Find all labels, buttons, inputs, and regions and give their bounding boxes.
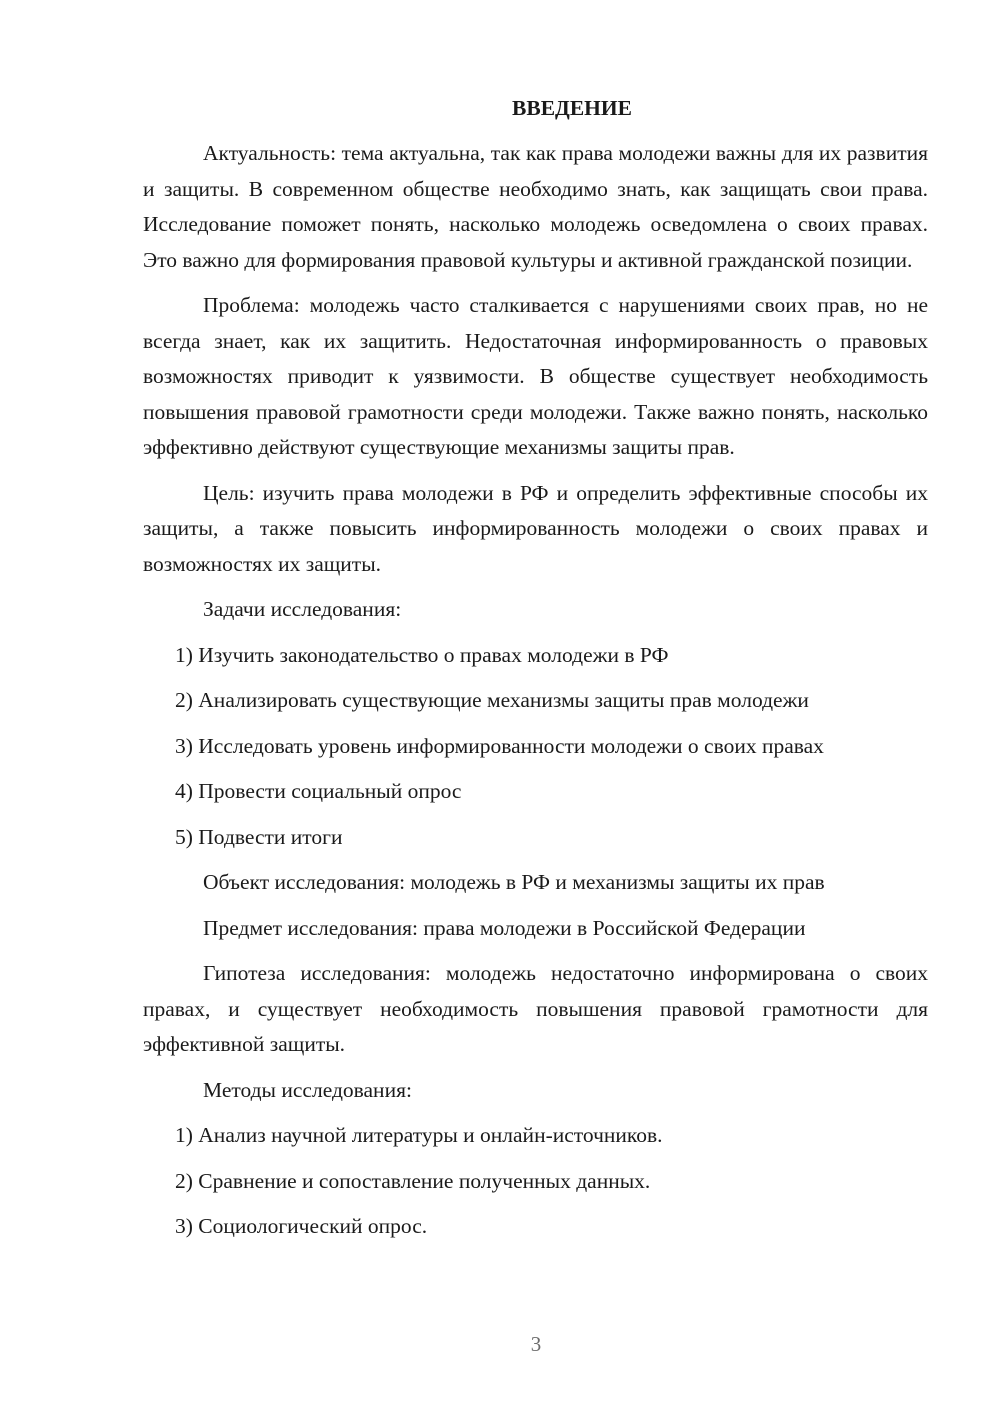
- task-item-1: 1) Изучить законодательство о правах молодежи в РФ: [175, 642, 669, 667]
- page-number: 3: [530, 1332, 542, 1356]
- method-item-2: 2) Сравнение и сопоставление полученных данных.: [175, 1168, 651, 1193]
- problem-paragraph: Проблема: молодежь часто сталкивается с нарушениями своих прав, но не всегда знает, как их защитить. Недостаточная информированность о правовых возможностях приводит к уязвимости. В обществе существует необходимость повышения правовой грамотности среди молодежи. Также важно понять, насколько эффективно действуют существующие механизмы защиты прав.: [143, 293, 928, 459]
- method-item-3: 3) Социологический опрос.: [175, 1214, 428, 1238]
- task-item-2: 2) Анализировать существующие механизмы защиты прав молодежи: [175, 688, 809, 712]
- relevance-paragraph: Актуальность: тема актуальна, так как права молодежи важны для их развития и защиты. В современном обществе необходимо знать, как защищать свои права. Исследование поможет понять, насколько молодежь осведомлена о своих правах. Это важно для формирования правовой культуры и активной гражданской позиции.: [143, 141, 928, 272]
- task-item-3: 3) Исследовать уровень информированности молодежи о своих правах: [175, 733, 824, 758]
- task-item-5: 5) Подвести итоги: [175, 824, 343, 849]
- document-page: [143, 92, 928, 1255]
- method-item-1: 1) Анализ научной литературы и онлайн-источников.: [175, 1123, 663, 1147]
- hypothesis-paragraph: Гипотеза исследования: молодежь недостаточно информирована о своих правах, и существует необходимость повышения правовой грамотности для эффективной защиты.: [143, 961, 928, 1056]
- section-heading: ВВЕДЕНИЕ: [512, 96, 632, 120]
- goal-paragraph: Цель: изучить права молодежи в РФ и определить эффективные способы их защиты, а также повысить информированность молодежи о своих правах и возможностях их защиты.: [143, 480, 928, 576]
- tasks-label: Задачи исследования:: [203, 597, 402, 621]
- subject-line: Предмет исследования: права молодежи в Российской Федерации: [203, 915, 806, 940]
- task-item-4: 4) Провести социальный опрос: [175, 779, 462, 803]
- methods-label: Методы исследования:: [203, 1077, 412, 1102]
- object-line: Объект исследования: молодежь в РФ и механизмы защиты их прав: [203, 870, 825, 894]
